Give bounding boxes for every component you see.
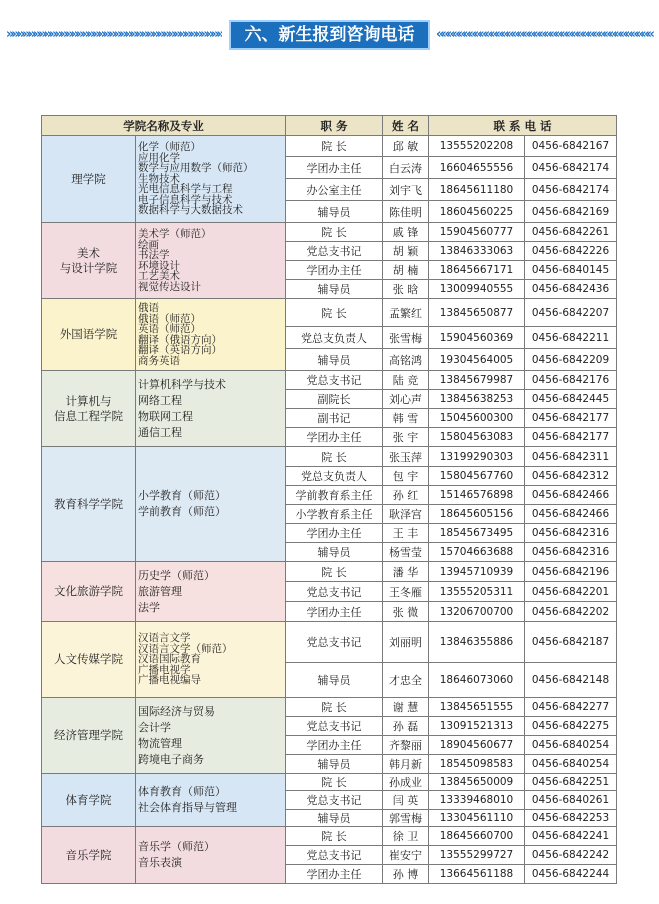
name-cell: 杨雪莹 [383,543,429,562]
major-item: 生物技术 [138,172,180,185]
major-item: 汉语国际教育 [138,653,201,666]
college-name: 经济管理学院 [42,698,136,774]
major-item: 数据科学与大数据技术 [138,204,243,217]
section-header [0,20,659,50]
role-cell: 院 长 [286,774,383,791]
mobile-cell: 15704663688 [429,543,525,562]
role-cell: 辅导员 [286,543,383,562]
major-item: 学前教育（师范） [138,505,226,518]
mobile-cell: 13199290303 [429,447,525,467]
table-header-row [42,116,617,136]
major-item: 光电信息科学与工程 [138,183,233,196]
role-cell: 党总支书记 [286,791,383,810]
college-name: 计算机与 信息工程学院 [42,371,136,447]
role-cell: 辅导员 [286,663,383,698]
name-cell: 戚 锋 [383,223,429,242]
phone-cell: 0456-6842196 [525,562,617,582]
role-cell: 党总支书记 [286,371,383,390]
name-cell: 王冬雁 [383,582,429,602]
mobile-cell: 13945710939 [429,562,525,582]
phone-cell: 0456-6842169 [525,201,617,223]
right-arrow-stripe: «««««««««««««««««««««««««««««««««««««««« [436,29,652,41]
name-cell: 谢 慧 [383,698,429,717]
phone-cell: 0456-6842174 [525,179,617,201]
major-item: 国际经济与贸易 [138,704,215,718]
college-name: 教育科学学院 [42,447,136,562]
role-cell: 院 长 [286,223,383,242]
major-item: 物联网工程 [138,409,193,423]
name-cell: 张 晗 [383,280,429,299]
role-cell: 党总支书记 [286,242,383,261]
role-cell: 党总支书记 [286,582,383,602]
phone-cell: 0456-6842253 [525,810,617,827]
name-cell: 白云涛 [383,157,429,179]
phone-cell: 0456-6842207 [525,299,617,327]
phone-cell: 0456-6840254 [525,736,617,755]
phone-cell: 0456-6840145 [525,261,617,280]
mobile-cell: 13555202208 [429,136,525,157]
role-cell: 学团办主任 [286,428,383,447]
name-cell: 潘 华 [383,562,429,582]
role-cell: 院 长 [286,698,383,717]
role-cell: 辅导员 [286,201,383,223]
major-list [136,299,286,371]
role-cell: 辅导员 [286,810,383,827]
name-cell: 陈佳明 [383,201,429,223]
major-item: 绘画 [138,238,159,251]
contact-table [41,115,617,884]
mobile-cell: 19304564005 [429,349,525,371]
table-row [42,136,617,157]
phone-cell: 0456-6840254 [525,755,617,774]
name-cell: 齐黎丽 [383,736,429,755]
name-cell: 刘丽明 [383,622,429,663]
name-cell: 徐 卫 [383,827,429,846]
major-list [136,774,286,827]
major-item: 音乐学（师范） [138,840,215,853]
major-item: 历史学（师范） [138,568,215,582]
phone-cell: 0456-6842445 [525,390,617,409]
table-row [42,827,617,846]
name-cell: 耿泽宫 [383,505,429,524]
major-item: 汉语言文学 [138,632,191,645]
major-list [136,371,286,447]
phone-cell: 0456-6842187 [525,622,617,663]
phone-cell: 0456-6842311 [525,447,617,467]
table-row [42,447,617,467]
mobile-cell: 13555299727 [429,846,525,865]
major-item: 跨境电子商务 [138,752,204,766]
mobile-cell: 13845650009 [429,774,525,791]
major-item: 会计学 [138,720,171,734]
major-item: 俄语（师范） [138,312,201,325]
mobile-cell: 18646073060 [429,663,525,698]
mobile-cell: 13091521313 [429,717,525,736]
name-cell: 韩月新 [383,755,429,774]
mobile-cell: 16604655556 [429,157,525,179]
phone-cell: 0456-6842177 [525,428,617,447]
header-name: 姓 名 [383,116,429,136]
name-cell: 刘心声 [383,390,429,409]
major-list [136,622,286,698]
role-cell: 党总支负责人 [286,327,383,349]
major-item: 体育教育（师范） [138,785,226,798]
phone-cell: 0456-6842251 [525,774,617,791]
major-item: 广播电视编导 [138,674,201,687]
name-cell: 王 丰 [383,524,429,543]
role-cell: 学团办主任 [286,736,383,755]
role-cell: 院 长 [286,447,383,467]
role-cell: 办公室主任 [286,179,383,201]
table-row [42,299,617,327]
major-item: 数学与应用数学（师范） [138,162,254,175]
phone-cell: 0456-6842202 [525,602,617,622]
table-row [42,223,617,242]
major-list [136,223,286,299]
left-arrow-stripe: »»»»»»»»»»»»»»»»»»»»»»»»»»»»»»»»»»»»»»»» [6,29,222,41]
role-cell: 党总支书记 [286,622,383,663]
college-name: 人文传媒学院 [42,622,136,698]
major-item: 音乐表演 [138,856,182,869]
major-item: 旅游管理 [138,584,182,598]
name-cell: 孙成业 [383,774,429,791]
phone-cell: 0456-6842176 [525,371,617,390]
major-item: 物流管理 [138,736,182,750]
name-cell: 孟繁红 [383,299,429,327]
mobile-cell: 13845650877 [429,299,525,327]
major-item: 书法学 [138,249,170,261]
mobile-cell: 18545098583 [429,755,525,774]
phone-cell: 0456-6842167 [525,136,617,157]
mobile-cell: 13304561110 [429,810,525,827]
major-item: 广播电视学 [138,663,191,676]
mobile-cell: 13846333063 [429,242,525,261]
name-cell: 才忠全 [383,663,429,698]
phone-cell: 0456-6842241 [525,827,617,846]
mobile-cell: 13846355886 [429,622,525,663]
name-cell: 孙 红 [383,486,429,505]
phone-cell: 0456-6842277 [525,698,617,717]
major-item: 翻译（英语方向） [138,344,222,356]
major-item: 商务英语 [138,354,180,367]
major-item: 法学 [138,600,160,614]
phone-cell: 0456-6842436 [525,280,617,299]
name-cell: 张 宇 [383,428,429,447]
major-list [136,562,286,622]
role-cell: 学团办主任 [286,261,383,280]
role-cell: 党总支书记 [286,846,383,865]
mobile-cell: 13339468010 [429,791,525,810]
mobile-cell: 18904560677 [429,736,525,755]
phone-cell: 0456-6842242 [525,846,617,865]
phone-cell: 0456-6842211 [525,327,617,349]
college-name: 外国语学院 [42,299,136,371]
name-cell: 邱 敏 [383,136,429,157]
major-list [136,827,286,884]
phone-cell: 0456-6840261 [525,791,617,810]
phone-cell: 0456-6842244 [525,865,617,884]
header-role: 职 务 [286,116,383,136]
mobile-cell: 18645667171 [429,261,525,280]
mobile-cell: 13845638253 [429,390,525,409]
mobile-cell: 15146576898 [429,486,525,505]
mobile-cell: 13845679987 [429,371,525,390]
header-contact: 联 系 电 话 [429,116,617,136]
role-cell: 院 长 [286,827,383,846]
table-row [42,774,617,791]
role-cell: 院 长 [286,299,383,327]
role-cell: 副院长 [286,390,383,409]
mobile-cell: 15904560777 [429,223,525,242]
major-list [136,136,286,223]
phone-cell: 0456-6842148 [525,663,617,698]
role-cell: 副书记 [286,409,383,428]
mobile-cell: 13845651555 [429,698,525,717]
major-item: 汉语言文学（师范） [138,642,233,655]
header-college: 学院名称及专业 [42,116,286,136]
major-item: 翻译（俄语方向） [138,333,222,346]
major-item: 社会体育指导与管理 [138,801,237,814]
mobile-cell: 18545673495 [429,524,525,543]
major-item: 英语（师范） [138,323,201,335]
mobile-cell: 15045600300 [429,409,525,428]
mobile-cell: 13555205311 [429,582,525,602]
phone-cell: 0456-6842466 [525,486,617,505]
major-item: 应用化学 [138,151,180,164]
name-cell: 崔安宁 [383,846,429,865]
phone-cell: 0456-6842261 [525,223,617,242]
role-cell: 学团办主任 [286,865,383,884]
phone-cell: 0456-6842275 [525,717,617,736]
college-name: 美术 与设计学院 [42,223,136,299]
name-cell: 张雪梅 [383,327,429,349]
name-cell: 孙 磊 [383,717,429,736]
name-cell: 闫 英 [383,791,429,810]
name-cell: 包 宇 [383,467,429,486]
role-cell: 学前教育系主任 [286,486,383,505]
role-cell: 辅导员 [286,280,383,299]
role-cell: 党总支书记 [286,717,383,736]
major-item: 计算机科学与技术 [138,377,226,391]
name-cell: 郭雪梅 [383,810,429,827]
table-row [42,622,617,663]
role-cell: 学团办主任 [286,157,383,179]
major-item: 电子信息科学与技术 [138,193,233,206]
phone-cell: 0456-6842316 [525,524,617,543]
major-item: 通信工程 [138,425,182,439]
role-cell: 辅导员 [286,755,383,774]
phone-cell: 0456-6842209 [525,349,617,371]
phone-cell: 0456-6842312 [525,467,617,486]
phone-cell: 0456-6842201 [525,582,617,602]
mobile-cell: 13664561188 [429,865,525,884]
table-row [42,562,617,582]
name-cell: 张 微 [383,602,429,622]
role-cell: 辅导员 [286,349,383,371]
name-cell: 韩 雪 [383,409,429,428]
mobile-cell: 15904560369 [429,327,525,349]
college-name: 体育学院 [42,774,136,827]
major-list [136,447,286,562]
name-cell: 张玉萍 [383,447,429,467]
role-cell: 学团办主任 [286,602,383,622]
mobile-cell: 13009940555 [429,280,525,299]
major-item: 环境设计 [138,259,180,272]
major-item: 视觉传达设计 [138,280,201,293]
college-name: 理学院 [42,136,136,223]
major-item: 化学（师范） [138,141,201,154]
name-cell: 刘宇飞 [383,179,429,201]
major-list [136,698,286,774]
mobile-cell: 18645660700 [429,827,525,846]
mobile-cell: 18645611180 [429,179,525,201]
phone-cell: 0456-6842226 [525,242,617,261]
name-cell: 胡 颖 [383,242,429,261]
major-item: 美术学（师范） [138,228,212,240]
phone-cell: 0456-6842316 [525,543,617,562]
phone-cell: 0456-6842466 [525,505,617,524]
college-name: 文化旅游学院 [42,562,136,622]
role-cell: 党总支负责人 [286,467,383,486]
major-item: 工艺美术 [138,270,180,282]
major-item: 小学教育（师范） [138,489,226,502]
mobile-cell: 18645605156 [429,505,525,524]
mobile-cell: 18604560225 [429,201,525,223]
mobile-cell: 15804567760 [429,467,525,486]
table-row [42,698,617,717]
college-name: 音乐学院 [42,827,136,884]
name-cell: 高铭鸿 [383,349,429,371]
name-cell: 胡 楠 [383,261,429,280]
name-cell: 陆 竞 [383,371,429,390]
major-item: 俄语 [138,302,159,314]
table-row [42,371,617,390]
phone-cell: 0456-6842177 [525,409,617,428]
mobile-cell: 15804563083 [429,428,525,447]
phone-cell: 0456-6842174 [525,157,617,179]
name-cell: 孙 博 [383,865,429,884]
section-title: 六、新生报到咨询电话 [229,20,430,50]
mobile-cell: 13206700700 [429,602,525,622]
role-cell: 院 长 [286,562,383,582]
role-cell: 院 长 [286,136,383,157]
role-cell: 小学教育系主任 [286,505,383,524]
major-item: 网络工程 [138,393,182,407]
role-cell: 学团办主任 [286,524,383,543]
